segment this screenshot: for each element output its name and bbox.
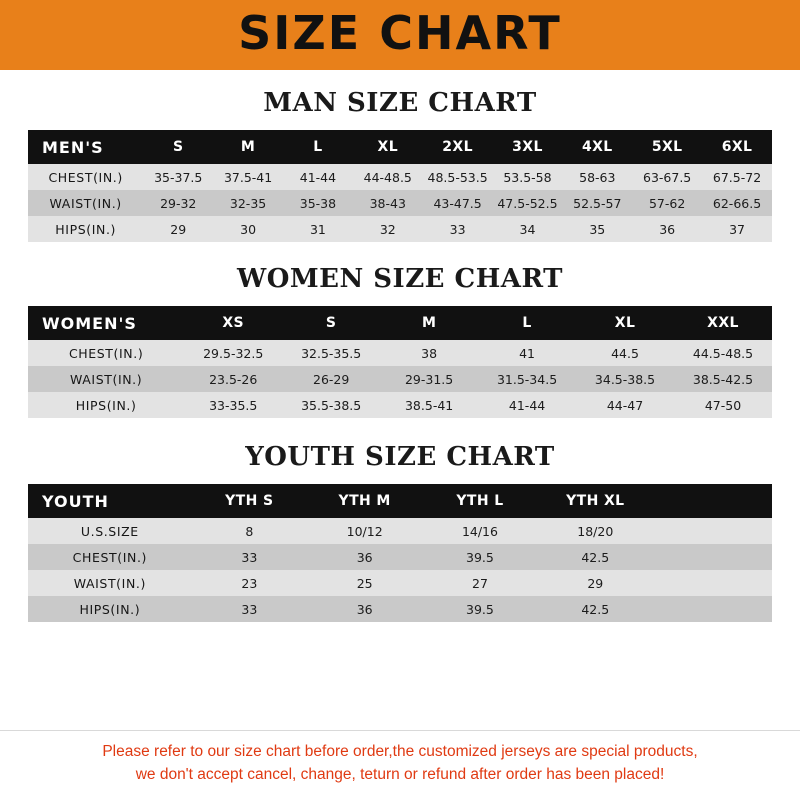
col-header: YTH M [307,484,422,518]
cell-spacer [653,518,772,544]
table-row [28,570,772,596]
cell-spacer [653,570,772,596]
youth-size-table [28,484,772,622]
cell: 32 [353,216,423,242]
cell: 47-50 [674,392,772,418]
women-size-table [28,306,772,418]
cell: 37.5-41 [213,164,283,190]
man-chart-wrap [0,130,800,242]
cell: 39.5 [422,596,537,622]
table-row [28,544,772,570]
cell: 44.5 [576,340,674,366]
table-row [28,392,772,418]
cell: 29 [143,216,213,242]
cell: 63-67.5 [632,164,702,190]
cell: 38-43 [353,190,423,216]
cell: 52.5-57 [562,190,632,216]
col-header: S [282,306,380,340]
table-row [28,340,772,366]
cell: 32.5-35.5 [282,340,380,366]
cell: 31 [283,216,353,242]
cell: 18/20 [538,518,653,544]
cell: 41 [478,340,576,366]
table-header-row [28,484,772,518]
page-title: SIZE CHART [238,6,562,60]
row-label: WAIST(IN.) [28,366,184,392]
cell-spacer [653,596,772,622]
cell: 57-62 [632,190,702,216]
cell: 36 [632,216,702,242]
row-label: CHEST(IN.) [28,340,184,366]
cell-spacer [653,544,772,570]
col-header: 6XL [702,130,772,164]
cell: 34.5-38.5 [576,366,674,392]
col-header: 2XL [423,130,493,164]
cell: 39.5 [422,544,537,570]
table-row [28,518,772,544]
cell: 44-48.5 [353,164,423,190]
cell: 36 [307,544,422,570]
cell: 33 [192,596,307,622]
cell: 30 [213,216,283,242]
col-header: 3XL [493,130,563,164]
col-header: XS [184,306,282,340]
cell: 44.5-48.5 [674,340,772,366]
col-header: YTH L [422,484,537,518]
cell: 29-32 [143,190,213,216]
cell: 8 [192,518,307,544]
cell: 58-63 [562,164,632,190]
cell: 23.5-26 [184,366,282,392]
col-header: 5XL [632,130,702,164]
cell: 38.5-42.5 [674,366,772,392]
cell: 53.5-58 [493,164,563,190]
cell: 67.5-72 [702,164,772,190]
man-size-table [28,130,772,242]
order-policy-note [0,730,800,800]
cell: 42.5 [538,596,653,622]
col-header: XXL [674,306,772,340]
col-header: L [283,130,353,164]
cell: 29-31.5 [380,366,478,392]
row-label: WAIST(IN.) [28,190,143,216]
col-header: YTH S [192,484,307,518]
col-header: L [478,306,576,340]
col-header: M [380,306,478,340]
table-row [28,216,772,242]
cell: 35-37.5 [143,164,213,190]
col-header: S [143,130,213,164]
cell: 34 [493,216,563,242]
col-header: MEN'S [28,130,143,164]
cell: 29.5-32.5 [184,340,282,366]
cell: 48.5-53.5 [423,164,493,190]
cell: 41-44 [478,392,576,418]
cell: 10/12 [307,518,422,544]
cell: 47.5-52.5 [493,190,563,216]
table-row [28,596,772,622]
youth-section-title: YOUTH SIZE CHART [245,442,555,472]
women-section-title: WOMEN SIZE CHART [237,264,563,294]
cell: 62-66.5 [702,190,772,216]
cell: 38 [380,340,478,366]
col-header: YOUTH [28,484,192,518]
cell: 26-29 [282,366,380,392]
row-label: HIPS(IN.) [28,596,192,622]
cell: 35-38 [283,190,353,216]
women-chart-wrap [0,306,800,418]
cell: 33 [192,544,307,570]
row-label: U.S.SIZE [28,518,192,544]
row-label: HIPS(IN.) [28,216,143,242]
cell: 44-47 [576,392,674,418]
cell: 35 [562,216,632,242]
cell: 14/16 [422,518,537,544]
cell: 35.5-38.5 [282,392,380,418]
col-header: 4XL [562,130,632,164]
youth-chart-wrap [0,484,800,622]
table-row [28,366,772,392]
row-label: CHEST(IN.) [28,544,192,570]
col-header: WOMEN'S [28,306,184,340]
table-row [28,190,772,216]
cell: 36 [307,596,422,622]
col-header: XL [353,130,423,164]
cell: 27 [422,570,537,596]
table-header-row [28,306,772,340]
row-label: CHEST(IN.) [28,164,143,190]
header-banner [0,0,800,70]
row-label: WAIST(IN.) [28,570,192,596]
cell: 37 [702,216,772,242]
cell: 33 [423,216,493,242]
cell: 29 [538,570,653,596]
row-label: HIPS(IN.) [28,392,184,418]
col-header: M [213,130,283,164]
man-section-title: MAN SIZE CHART [263,88,537,118]
table-row [28,164,772,190]
cell: 32-35 [213,190,283,216]
col-header-spacer [653,484,772,518]
note-line-1: Please refer to our size chart before order,the customized jerseys are special products, [102,743,698,761]
cell: 23 [192,570,307,596]
cell: 25 [307,570,422,596]
table-header-row [28,130,772,164]
col-header: XL [576,306,674,340]
cell: 41-44 [283,164,353,190]
note-line-2: we don't accept cancel, change, teturn or refund after order has been placed! [135,765,665,783]
cell: 38.5-41 [380,392,478,418]
cell: 33-35.5 [184,392,282,418]
cell: 43-47.5 [423,190,493,216]
cell: 31.5-34.5 [478,366,576,392]
cell: 42.5 [538,544,653,570]
col-header: YTH XL [538,484,653,518]
